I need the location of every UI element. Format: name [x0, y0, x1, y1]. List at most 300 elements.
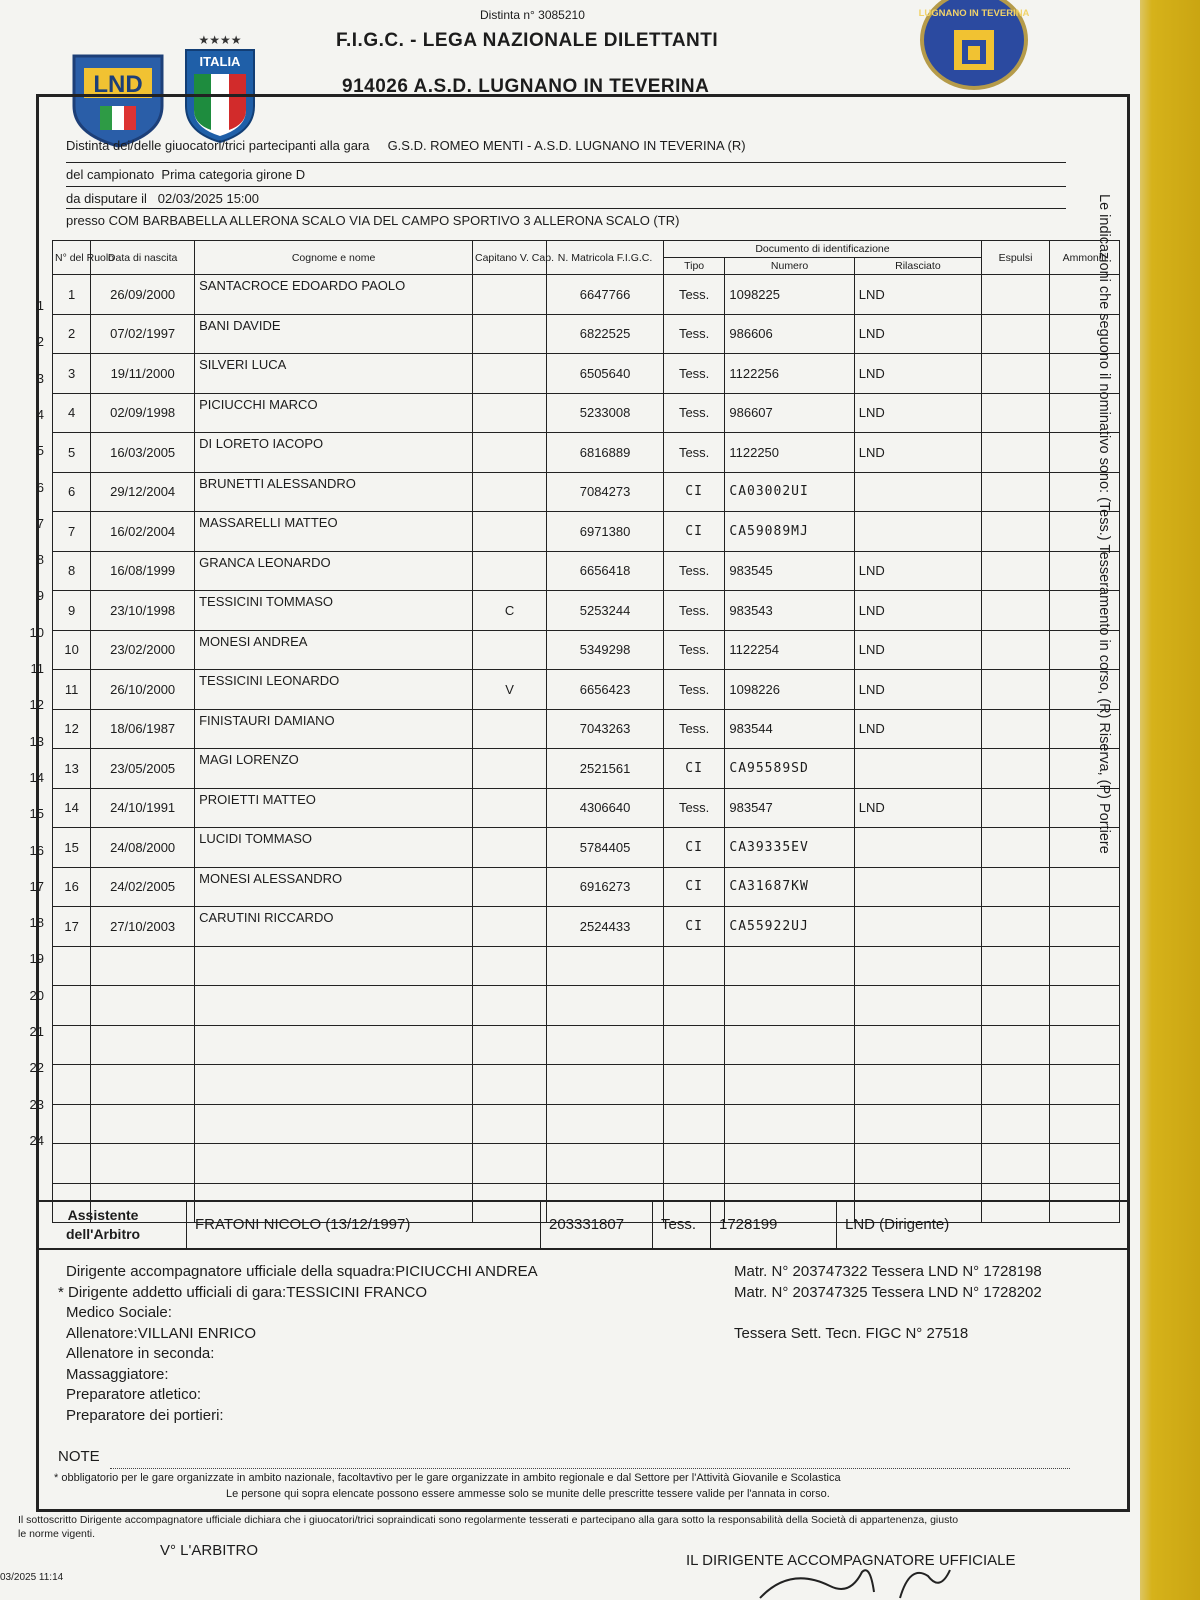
- cell-espulsi: [982, 986, 1050, 1026]
- match-info-line3: [66, 186, 1066, 206]
- cell-espulsi: [982, 314, 1050, 354]
- table-row: [53, 828, 1120, 868]
- cell-rilasciato: LND: [854, 354, 981, 394]
- header-tipo: Tipo: [663, 258, 725, 275]
- header-capitano: Capitano V. Cap.: [472, 241, 546, 275]
- cell-nascita: 23/05/2005: [91, 749, 195, 789]
- cell-capitano: [472, 314, 546, 354]
- cell-matricola: 6971380: [547, 512, 664, 552]
- cell-ruolo: 8: [53, 551, 91, 591]
- cell-ruolo: 14: [53, 788, 91, 828]
- cell-espulsi: [982, 551, 1050, 591]
- cell-espulsi: [982, 946, 1050, 986]
- cell-capitano: [472, 946, 546, 986]
- cell-matricola: [547, 1065, 664, 1105]
- cell-matricola: 2524433: [547, 907, 664, 947]
- cell-rilasciato: LND: [854, 551, 981, 591]
- table-row: [53, 1144, 1120, 1184]
- official-massaggiatore: Massaggiatore:: [66, 1365, 169, 1383]
- official-allenatore: Allenatore:VILLANI ENRICO: [66, 1324, 257, 1342]
- row-number: 11: [30, 661, 44, 676]
- assistant-referee-row: [36, 1200, 1130, 1250]
- cell-matricola: 5349298: [547, 630, 664, 670]
- cell-numero: 1098225: [725, 275, 854, 315]
- cell-tipo: Tess.: [663, 393, 725, 433]
- cell-nome: MASSARELLI MATTEO: [195, 512, 473, 552]
- lnd-logo-text: LND: [93, 71, 143, 98]
- cell-nascita: [91, 946, 195, 986]
- cell-rilasciato: LND: [854, 591, 981, 631]
- cell-espulsi: [982, 670, 1050, 710]
- note-label: NOTE: [58, 1448, 100, 1465]
- cell-rilasciato: [854, 1065, 981, 1105]
- cell-numero: [725, 1144, 854, 1184]
- row-number: 20: [29, 987, 44, 1003]
- cell-rilasciato: [854, 472, 981, 512]
- match-teams: G.S.D. ROMEO MENTI - A.S.D. LUGNANO IN TEVERINA (R): [387, 138, 746, 153]
- assistant-label-line1: Assistente: [67, 1207, 139, 1223]
- cell-ruolo: 2: [53, 314, 91, 354]
- cell-numero: 986607: [725, 393, 854, 433]
- cell-capitano: [472, 630, 546, 670]
- cell-nome: TESSICINI TOMMASO: [195, 591, 473, 631]
- cell-matricola: [547, 1025, 664, 1065]
- cell-ruolo: [53, 1104, 91, 1144]
- cell-espulsi: [982, 788, 1050, 828]
- cell-tipo: CI: [663, 472, 725, 512]
- cell-ammoniti: [1049, 907, 1119, 947]
- cell-espulsi: [982, 1104, 1050, 1144]
- cell-numero: CA95589SD: [725, 749, 854, 789]
- cell-ammoniti: [1049, 1104, 1119, 1144]
- table-row: [53, 867, 1120, 907]
- row-number: 15: [29, 806, 44, 822]
- cell-matricola: 4306640: [547, 788, 664, 828]
- cell-espulsi: [982, 591, 1050, 631]
- row-number: 4: [36, 406, 44, 422]
- row-number: 22: [29, 1060, 44, 1076]
- championship-value: Prima categoria girone D: [161, 167, 306, 182]
- declaration-text-2: le norme vigenti.: [18, 1528, 96, 1540]
- row-number: 18: [29, 915, 44, 931]
- header-matricola: N. Matricola F.I.G.C.: [547, 241, 664, 275]
- cell-nome: [195, 1065, 473, 1105]
- cell-nome: SANTACROCE EDOARDO PAOLO: [195, 275, 473, 315]
- cell-nome: [195, 1025, 473, 1065]
- cell-rilasciato: LND: [854, 433, 981, 473]
- table-row: [53, 1025, 1120, 1065]
- match-label: Distinta dei/delle giuocatori/trici partecipanti alla gara: [66, 138, 370, 153]
- cell-nome: MONESI ANDREA: [195, 630, 473, 670]
- cell-rilasciato: [854, 828, 981, 868]
- cell-tipo: CI: [663, 512, 725, 552]
- cell-tipo: [663, 1025, 725, 1065]
- championship-label: del campionato: [66, 167, 155, 182]
- row-number: 14: [29, 769, 44, 785]
- cell-ruolo: [53, 946, 91, 986]
- table-row: [53, 709, 1120, 749]
- cell-capitano: [472, 472, 546, 512]
- cell-espulsi: [982, 749, 1050, 789]
- cell-numero: CA59089MJ: [725, 512, 854, 552]
- cell-nome: [195, 1144, 473, 1184]
- venue-value: COM BARBABELLA ALLERONA SCALO VIA DEL CAMPO SPORTIVO 3 ALLERONA SCALO (TR): [108, 213, 680, 228]
- cell-ruolo: 7: [53, 512, 91, 552]
- cell-espulsi: [982, 709, 1050, 749]
- cell-nascita: [91, 986, 195, 1026]
- row-number: 16: [29, 842, 44, 858]
- table-row: [53, 512, 1120, 552]
- cell-rilasciato: LND: [854, 709, 981, 749]
- cell-rilasciato: [854, 1104, 981, 1144]
- table-row: [53, 1065, 1120, 1105]
- table-row: [53, 907, 1120, 947]
- cell-espulsi: [982, 1025, 1050, 1065]
- cell-matricola: 7043263: [547, 709, 664, 749]
- cell-ruolo: 15: [53, 828, 91, 868]
- table-row: [53, 670, 1120, 710]
- dirigente-signature-label: IL DIRIGENTE ACCOMPAGNATORE UFFICIALE: [686, 1552, 1016, 1569]
- row-number: 10: [29, 624, 44, 640]
- cell-capitano: C: [472, 591, 546, 631]
- cell-tipo: CI: [663, 749, 725, 789]
- cell-numero: [725, 1025, 854, 1065]
- cell-tipo: Tess.: [663, 591, 725, 631]
- official-dirigente-addetto: * Dirigente addetto ufficiali di gara:TESSICINI FRANCO: [58, 1283, 428, 1301]
- date-value: 02/03/2025 15:00: [157, 191, 260, 206]
- official-preparatore-portieri: Preparatore dei portieri:: [66, 1406, 224, 1424]
- cell-ruolo: [53, 1065, 91, 1105]
- referee-signature-label: V° L'ARBITRO: [160, 1542, 259, 1559]
- cell-ruolo: 11: [53, 670, 91, 710]
- cell-matricola: 6647766: [547, 275, 664, 315]
- table-row: [53, 314, 1120, 354]
- side-legend-note: Le indicazioni che seguono il nominativo sono: (Tess.) Tesseramento in corso, (R) Riserva, (P) Portiere: [1096, 194, 1112, 854]
- cell-rilasciato: [854, 1144, 981, 1184]
- cell-numero: 1122256: [725, 354, 854, 394]
- cell-rilasciato: [854, 946, 981, 986]
- cell-ammoniti: [1049, 946, 1119, 986]
- cell-rilasciato: [854, 749, 981, 789]
- cell-nascita: 24/02/2005: [91, 867, 195, 907]
- cell-capitano: [472, 788, 546, 828]
- cell-nome: LUCIDI TOMMASO: [195, 828, 473, 868]
- official-allenatore-seconda: Allenatore in seconda:: [66, 1345, 215, 1362]
- header-documento: Documento di identificazione: [663, 241, 981, 258]
- cell-ruolo: 5: [53, 433, 91, 473]
- cell-rilasciato: LND: [854, 393, 981, 433]
- cell-numero: [725, 986, 854, 1026]
- cell-nome: [195, 946, 473, 986]
- cell-ruolo: 10: [53, 630, 91, 670]
- cell-capitano: [472, 1065, 546, 1105]
- cell-nome: BANI DAVIDE: [195, 314, 473, 354]
- cell-nome: MONESI ALESSANDRO: [195, 867, 473, 907]
- cell-ruolo: 12: [53, 709, 91, 749]
- cell-numero: CA03002UI: [725, 472, 854, 512]
- cell-tipo: Tess.: [663, 788, 725, 828]
- officials-list: [58, 1262, 538, 1426]
- cell-ammoniti: [1049, 1065, 1119, 1105]
- cell-matricola: [547, 1144, 664, 1184]
- cell-numero: 983544: [725, 709, 854, 749]
- row-number: 23: [29, 1096, 44, 1112]
- cell-numero: CA39335EV: [725, 828, 854, 868]
- cell-tipo: [663, 1065, 725, 1105]
- official-tessera-tecn: Tessera Sett. Tecn. FIGC N° 27518: [734, 1325, 969, 1342]
- cell-nascita: [91, 1104, 195, 1144]
- assistant-rilasciato: LND (Dirigente): [836, 1202, 1115, 1248]
- cell-capitano: [472, 986, 546, 1026]
- row-number: 9: [36, 588, 44, 604]
- cell-capitano: [472, 709, 546, 749]
- officials-ids: [734, 1262, 1042, 1345]
- cell-ruolo: 16: [53, 867, 91, 907]
- distinta-number: Distinta n° 3085210: [480, 8, 585, 22]
- date-label: da disputare il: [66, 191, 147, 206]
- cell-capitano: [472, 433, 546, 473]
- cell-nascita: [91, 1025, 195, 1065]
- row-number: 3: [36, 370, 44, 386]
- cell-rilasciato: LND: [854, 788, 981, 828]
- cell-numero: [725, 1104, 854, 1144]
- cell-capitano: [472, 275, 546, 315]
- cell-capitano: [472, 354, 546, 394]
- cell-nascita: 16/03/2005: [91, 433, 195, 473]
- cell-espulsi: [982, 1144, 1050, 1184]
- cell-nascita: 18/06/1987: [91, 709, 195, 749]
- row-number: 12: [29, 697, 44, 713]
- row-number: 24: [29, 1132, 44, 1148]
- assistant-numero: 1728199: [710, 1202, 837, 1248]
- cell-capitano: [472, 393, 546, 433]
- table-row: [53, 354, 1120, 394]
- cell-matricola: [547, 1104, 664, 1144]
- cell-espulsi: [982, 472, 1050, 512]
- header-rilasciato: Rilasciato: [854, 258, 981, 275]
- cell-nascita: 07/02/1997: [91, 314, 195, 354]
- cell-matricola: 6916273: [547, 867, 664, 907]
- header-ammoniti: Ammoniti: [1049, 241, 1119, 275]
- cell-espulsi: [982, 828, 1050, 868]
- cell-capitano: [472, 512, 546, 552]
- cell-capitano: [472, 551, 546, 591]
- footnote-obbligatorio: * obbligatorio per le gare organizzate in ambito nazionale, facoltavtivo per le gare organizzate in ambito regionale e dal Settore per l'Attività Giovanile e Scolastica: [54, 1472, 841, 1484]
- cell-nome: DI LORETO IACOPO: [195, 433, 473, 473]
- cell-espulsi: [982, 433, 1050, 473]
- table-row: [53, 472, 1120, 512]
- cell-nome: FINISTAURI DAMIANO: [195, 709, 473, 749]
- table-row: [53, 946, 1120, 986]
- cell-nome: PICIUCCHI MARCO: [195, 393, 473, 433]
- cell-nascita: [91, 1144, 195, 1184]
- cell-ruolo: 9: [53, 591, 91, 631]
- cell-capitano: [472, 749, 546, 789]
- cell-rilasciato: LND: [854, 275, 981, 315]
- cell-espulsi: [982, 354, 1050, 394]
- cell-matricola: [547, 946, 664, 986]
- cell-tipo: Tess.: [663, 433, 725, 473]
- cell-nascita: 16/02/2004: [91, 512, 195, 552]
- cell-numero: 986606: [725, 314, 854, 354]
- cell-ruolo: [53, 1144, 91, 1184]
- header-nome: Cognome e nome: [195, 241, 473, 275]
- cell-matricola: 5784405: [547, 828, 664, 868]
- official-dirigente-accompagnatore: Dirigente accompagnatore ufficiale della squadra:PICIUCCHI ANDREA: [66, 1263, 538, 1280]
- cell-numero: [725, 1065, 854, 1105]
- cell-numero: CA31687KW: [725, 867, 854, 907]
- cell-nascita: 24/08/2000: [91, 828, 195, 868]
- cell-nome: TESSICINI LEONARDO: [195, 670, 473, 710]
- header-espulsi: Espulsi: [982, 241, 1050, 275]
- official-medico: Medico Sociale:: [66, 1304, 172, 1321]
- row-number: 7: [36, 515, 44, 531]
- table-row: [53, 749, 1120, 789]
- match-info-line4: [66, 208, 1066, 228]
- table-row: [53, 630, 1120, 670]
- cell-matricola: 6656418: [547, 551, 664, 591]
- row-number: 6: [36, 479, 44, 495]
- cell-nome: SILVERI LUCA: [195, 354, 473, 394]
- cell-nascita: 29/12/2004: [91, 472, 195, 512]
- cell-nome: [195, 986, 473, 1026]
- cell-numero: 983543: [725, 591, 854, 631]
- declaration-text: Il sottoscritto Dirigente accompagnatore ufficiale dichiara che i giuocatori/trici sopraindicati sono regolarmente tesserati e partecipano alla gara sotto la responsabilità della Società di appartenenza, giusto: [18, 1514, 959, 1526]
- federation-title: F.I.G.C. - LEGA NAZIONALE DILETTANTI: [336, 30, 719, 51]
- cell-rilasciato: LND: [854, 630, 981, 670]
- cell-rilasciato: [854, 867, 981, 907]
- cell-matricola: 6505640: [547, 354, 664, 394]
- cell-rilasciato: LND: [854, 670, 981, 710]
- row-number: 19: [29, 951, 44, 967]
- cell-tipo: Tess.: [663, 314, 725, 354]
- cell-tipo: [663, 1144, 725, 1184]
- header-nascita: Data di nascita: [91, 241, 195, 275]
- cell-matricola: [547, 986, 664, 1026]
- cell-nome: GRANCA LEONARDO: [195, 551, 473, 591]
- official-matr-2: Matr. N° 203747325 Tessera LND N° 1728202: [734, 1283, 1042, 1301]
- cell-matricola: 6816889: [547, 433, 664, 473]
- cell-tipo: Tess.: [663, 709, 725, 749]
- row-number: 8: [36, 552, 44, 568]
- cell-nascita: 23/02/2000: [91, 630, 195, 670]
- assistant-tipo: Tess.: [652, 1202, 717, 1248]
- footnote-tessere: Le persone qui sopra elencate possono essere ammesse solo se munite delle prescritte tessere valide per l'annata in corso.: [226, 1488, 830, 1500]
- cell-nascita: 27/10/2003: [91, 907, 195, 947]
- cell-ruolo: [53, 986, 91, 1026]
- cell-nome: MAGI LORENZO: [195, 749, 473, 789]
- cell-numero: 1098226: [725, 670, 854, 710]
- assistant-matricola: 203331807: [540, 1202, 653, 1248]
- cell-nascita: 26/09/2000: [91, 275, 195, 315]
- cell-matricola: 6822525: [547, 314, 664, 354]
- cell-espulsi: [982, 512, 1050, 552]
- cell-numero: 1122250: [725, 433, 854, 473]
- cell-espulsi: [982, 630, 1050, 670]
- venue-label: presso: [66, 213, 106, 228]
- cell-matricola: 5233008: [547, 393, 664, 433]
- handwritten-signature: [750, 1562, 980, 1600]
- cell-nascita: 23/10/1998: [91, 591, 195, 631]
- cell-capitano: [472, 867, 546, 907]
- players-table: [52, 240, 1120, 1223]
- official-preparatore: Preparatore atletico:: [66, 1386, 202, 1403]
- cell-nascita: 26/10/2000: [91, 670, 195, 710]
- match-info-line2: [66, 162, 1066, 182]
- cell-ruolo: 1: [53, 275, 91, 315]
- cell-ruolo: [53, 1025, 91, 1065]
- cell-numero: CA55922UJ: [725, 907, 854, 947]
- official-matr-1: Matr. N° 203747322 Tessera LND N° 1728198: [734, 1263, 1042, 1280]
- match-info-line1: [66, 138, 746, 153]
- row-number: 17: [29, 878, 44, 894]
- cell-ammoniti: [1049, 986, 1119, 1026]
- cell-rilasciato: [854, 986, 981, 1026]
- cell-numero: [725, 946, 854, 986]
- cell-nascita: [91, 1065, 195, 1105]
- cell-capitano: [472, 1104, 546, 1144]
- cell-espulsi: [982, 393, 1050, 433]
- cell-nascita: 24/10/1991: [91, 788, 195, 828]
- cell-ruolo: 6: [53, 472, 91, 512]
- cell-tipo: CI: [663, 828, 725, 868]
- cell-ammoniti: [1049, 1025, 1119, 1065]
- cell-ruolo: 13: [53, 749, 91, 789]
- cell-tipo: Tess.: [663, 354, 725, 394]
- table-row: [53, 788, 1120, 828]
- cell-tipo: CI: [663, 867, 725, 907]
- assistant-label: [66, 1206, 140, 1244]
- cell-capitano: V: [472, 670, 546, 710]
- cell-tipo: [663, 1104, 725, 1144]
- row-number: 13: [29, 733, 44, 749]
- cell-tipo: Tess.: [663, 670, 725, 710]
- cell-tipo: Tess.: [663, 275, 725, 315]
- cell-numero: 1122254: [725, 630, 854, 670]
- row-number: 21: [29, 1024, 44, 1039]
- cell-rilasciato: [854, 1025, 981, 1065]
- cell-espulsi: [982, 1065, 1050, 1105]
- table-row: [53, 275, 1120, 315]
- cell-tipo: CI: [663, 907, 725, 947]
- row-number: 5: [36, 443, 44, 459]
- row-number: 2: [36, 334, 44, 350]
- cell-rilasciato: [854, 907, 981, 947]
- cell-tipo: [663, 986, 725, 1026]
- cell-tipo: Tess.: [663, 551, 725, 591]
- cell-ruolo: 17: [53, 907, 91, 947]
- stars-icon: ★★★★: [198, 33, 242, 47]
- header-numero: Numero: [725, 258, 854, 275]
- cell-matricola: 7084273: [547, 472, 664, 512]
- header-ruolo: N° del Ruolo: [53, 241, 91, 275]
- table-row: [53, 433, 1120, 473]
- cell-espulsi: [982, 867, 1050, 907]
- cell-nascita: 16/08/1999: [91, 551, 195, 591]
- table-row: [53, 591, 1120, 631]
- cell-capitano: [472, 828, 546, 868]
- table-row: [53, 551, 1120, 591]
- row-number: 1: [36, 298, 44, 313]
- cell-ruolo: 3: [53, 354, 91, 394]
- cell-tipo: Tess.: [663, 630, 725, 670]
- cell-capitano: [472, 907, 546, 947]
- cell-capitano: [472, 1144, 546, 1184]
- cell-matricola: 6656423: [547, 670, 664, 710]
- cell-nome: CARUTINI RICCARDO: [195, 907, 473, 947]
- table-row: [53, 986, 1120, 1026]
- cell-ammoniti: [1049, 1144, 1119, 1184]
